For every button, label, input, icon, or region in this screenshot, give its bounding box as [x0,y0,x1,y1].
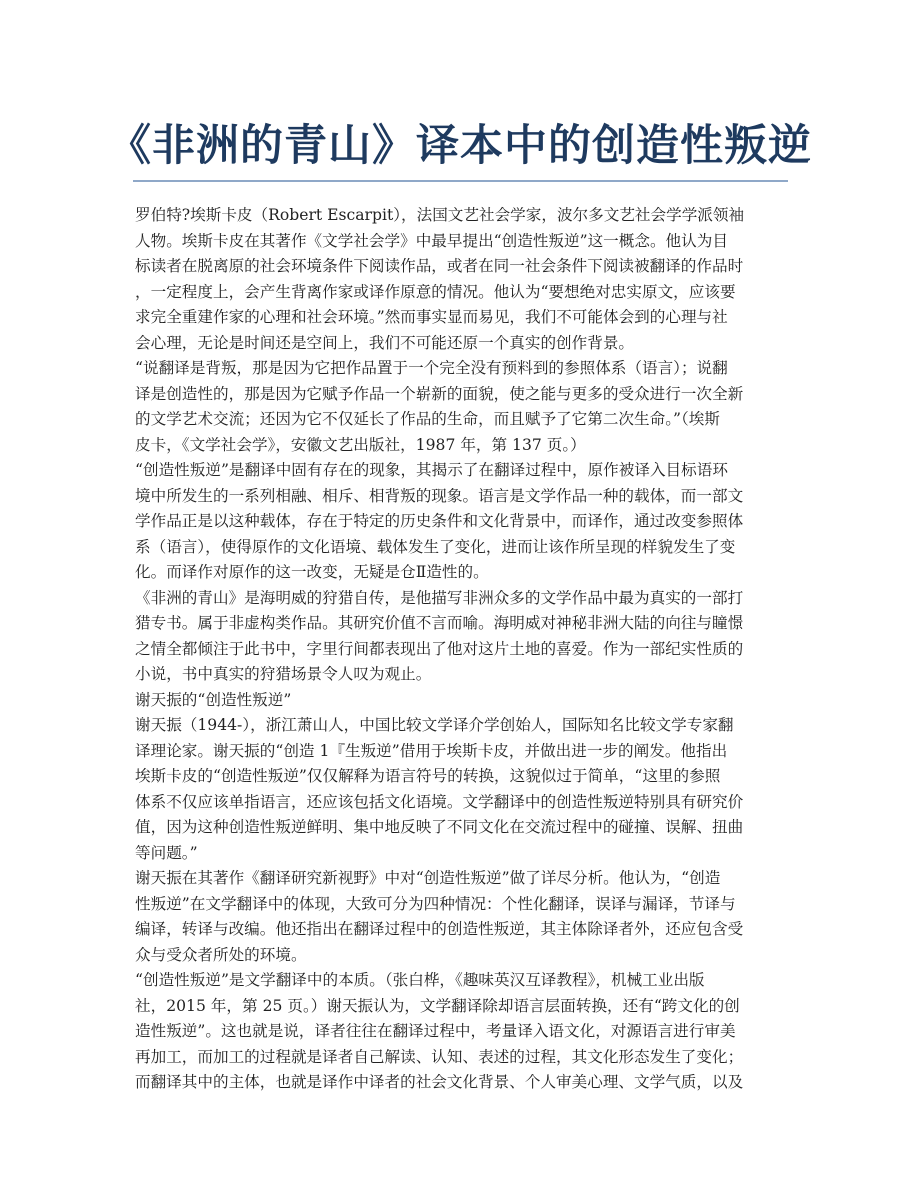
text-line: 皮卡，《文学社会学》，安徽文艺出版社，1987 年，第 137 页。） [135,435,586,454]
text-line: “说翻译是背叛，那是因为它把作品置于一个完全没有预料到的参照体系（语言）；说翻 [135,359,728,377]
document-body [135,203,790,1096]
text-line: 猎专书。属于非虚构类作品。其研究价值不言而喻。海明威对神秘非洲大陆的向往与瞳憬 [135,614,744,632]
paragraph [135,458,790,586]
text-line: 谢天振在其著作《翻译研究新视野》中对“创造性叛逆”做了详尽分析。他认为，“创造 [135,869,721,887]
text-line: 谢天振的“创造性叛逆” [135,690,292,709]
document-title: 《非洲的青山》译本中的创造性叛逆 [108,122,812,170]
text-line: ，一定程度上，会产生背离作家或译作原意的情况。他认为“要想绝对忠实原文，应该要 [135,282,736,301]
text-line: 而翻译其中的主体，也就是译作中译者的社会文化背景、个人审美心理、文学气质，以及 [135,1073,744,1091]
text-line: 境中所发生的一系列相融、相斥、相背叛的现象。语言是文学作品一种的载体，而一部文 [135,486,744,505]
text-line: “创造性叛逆”是翻译中固有存在的现象，其揭示了在翻译过程中，原作被译入目标语环 [135,461,728,479]
text-line: 人物。埃斯卡皮在其著作《文学社会学》中最早提出“创造性叛逆”这一概念。他认为目 [135,231,728,250]
text-line: 《非洲的青山》是海明威的狩猎自传，是他描写非洲众多的文学作品中最为真实的一部打 [135,588,744,607]
text-line: 小说，书中真实的狩猎场景令人叹为观止。 [135,665,432,683]
text-line: 译理论家。谢天振的“创造 1『生叛逆”借用于埃斯卡皮，并做出进一步的阐发。他指出 [135,741,728,760]
paragraph [135,586,790,688]
text-line: 性叛逆”在文学翻译中的体现，大致可分为四种情况：个性化翻译，误译与漏译，节译与 [135,894,736,913]
paragraph [135,356,790,458]
text-line: 谢天振（1944-），浙江萧山人，中国比较文学译介学创始人，国际知名比较文学专家翻 [135,716,734,734]
text-line: 译是创造性的，那是因为它赋予作品一个崭新的面貌，使之能与更多的受众进行一次全新 [135,384,744,403]
text-line: 值，因为这种创造性叛逆鲜明、集中地反映了不同文化在交流过程中的碰撞、误解、扭曲 [135,818,744,836]
paragraph [135,968,790,1096]
paragraph [135,713,790,866]
section-heading [135,688,790,714]
text-line: 造性叛逆”。这也就是说，译者往往在翻译过程中，考量译入语文化，对源语言进行审美 [135,1022,736,1040]
text-line: 之情全都倾注于此书中，字里行间都表现出了他对这片土地的喜爱。作为一部纪实性质的 [135,639,744,658]
text-line: 罗伯特?埃斯卡皮（Robert Escarpit），法国文艺社会学家，波尔多文艺社会学学派领袖 [135,206,745,224]
text-line: 编译，转译与改编。他还指出在翻译过程中的创造性叛逆，其主体除译者外，还应包含受 [135,920,744,938]
text-line: 标读者在脱离原的社会环境条件下阅读作品，或者在同一社会条件下阅读被翻译的作品时 [135,257,744,275]
text-line: 化。而译作对原作的这一改变，无疑是仓Ⅱ造性的。 [135,563,489,581]
paragraph [135,203,790,356]
text-line: 等问题。” [135,843,198,862]
text-line: 众与受众者所处的环境。 [135,945,307,964]
text-line: 会心理，无论是时间还是空间上，我们不可能还原一个真实的创作背景。 [135,333,635,352]
text-line: “创造性叛逆”是文学翻译中的本质。（张白桦，《趣味英汉互译教程》，机械工业出版 [135,971,705,989]
text-line: 学作品正是以这种载体，存在于特定的历史条件和文化背景中，而译作，通过改变参照体 [135,512,744,530]
text-line: 系（语言），使得原作的文化语境、载体发生了变化，进而让该作所呈现的样貌发生了变 [135,537,736,556]
text-line: 社，2015 年，第 25 页。）谢天振认为，文学翻译除却语言层面转换，还有“跨文化的创 [135,996,740,1015]
text-line: 再加工，而加工的过程就是译者自己解读、认知、表述的过程，其文化形态发生了变化； [135,1047,744,1066]
text-line: 求完全重建作家的心理和社会环境。”然而事实显而易见，我们不可能体会到的心理与社 [135,308,728,326]
title-divider [133,180,788,182]
text-line: 体系不仅应该单指语言，还应该包括文化语境。文学翻译中的创造性叛逆特别具有研究价 [135,792,744,811]
text-line: 的文学艺术交流；还因为它不仅延长了作品的生命，而且赋予了它第二次生命。”（埃斯 [135,410,720,428]
text-line: 埃斯卡皮的“创造性叛逆”仅仅解释为语言符号的转换，这貌似过于简单，“这里的参照 [135,767,721,785]
paragraph [135,866,790,968]
